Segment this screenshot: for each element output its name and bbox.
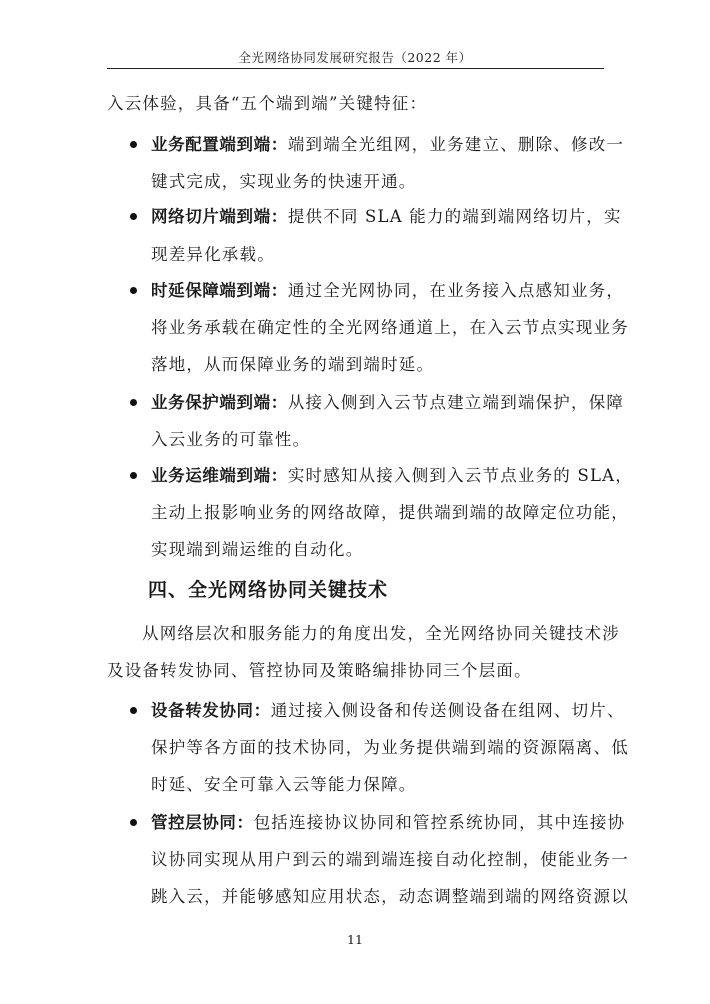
list-item-term: 网络切片端到端：: [151, 207, 288, 226]
list-item-term: 业务运维端到端：: [151, 466, 288, 485]
list-item-text: 通过全光网协同，在业务接入点感知业务，: [287, 281, 625, 300]
list-item-text: 入云业务的可靠性。: [151, 430, 311, 449]
list-item-text: 通过接入侧设备和传送侧设备在组网、切片、: [270, 701, 625, 720]
list-item-text: 键式完成，实现业务的快速开通。: [151, 172, 417, 191]
bullet-icon: [130, 399, 137, 406]
bullet-icon: [130, 287, 137, 294]
bullet-icon: [130, 819, 137, 826]
list-item-text: 现差异化承载。: [151, 245, 275, 264]
list-item-term: 设备转发协同：: [151, 701, 271, 720]
list-item-text: 包括连接协议协同和管控系统协同，其中连接协: [253, 813, 626, 832]
list-item-text: 时延、安全可靠入云等能力保障。: [151, 775, 417, 794]
running-header: 全光网络协同发展研究报告（2022 年）: [238, 50, 472, 65]
list-item-term: 时延保障端到端：: [151, 281, 288, 300]
list-item-text: 主动上报影响业务的网络故障，提供端到端的故障定位功能，: [151, 503, 629, 522]
paragraph-line: 及设备转发协同、管控协同及策略编排协同三个层面。: [107, 661, 532, 680]
list-item-term: 管控层协同：: [151, 813, 254, 832]
list-item-text: 端到端全光组网，业务建立、删除、修改一: [287, 135, 625, 154]
list-item-text: 提供不同 SLA 能力的端到端网络切片，实: [287, 207, 622, 226]
bullet-icon: [130, 141, 137, 148]
header-rule: [107, 68, 604, 69]
list-item-text: 跳入云，并能够感知应用状态，动态调整端到端的网络资源以: [151, 887, 629, 906]
list-item-text: 实现端到端运维的自动化。: [151, 540, 364, 559]
list-item-term: 业务配置端到端：: [151, 135, 288, 154]
list-item-text: 将业务承载在确定性的全光网络通道上，在入云节点实现业务: [151, 318, 629, 337]
section-heading: 四、全光网络协同关键技术: [148, 579, 389, 601]
list-item-text: 从接入侧到入云节点建立端到端保护，保障: [287, 393, 625, 412]
list-item-text: 落地，从而保障业务的端到端时延。: [151, 355, 435, 374]
intro-line: 入云体验，具备“五个端到端”关键特征：: [107, 94, 428, 113]
list-item-text: 议协同实现从用户到云的端到端连接自动化控制，使能业务一: [151, 850, 629, 869]
bullet-icon: [130, 707, 137, 714]
bullet-icon: [130, 213, 137, 220]
paragraph-line: 从网络层次和服务能力的角度出发，全光网络协同关键技术涉: [142, 624, 620, 643]
bullet-icon: [130, 472, 137, 479]
list-item-text: 实时感知从接入侧到入云节点业务的 SLA，: [287, 466, 633, 485]
list-item-term: 业务保护端到端：: [151, 393, 288, 412]
page-number: 11: [347, 932, 363, 947]
list-item-text: 保护等各方面的技术协同，为业务提供端到端的资源隔离、低: [151, 738, 629, 757]
